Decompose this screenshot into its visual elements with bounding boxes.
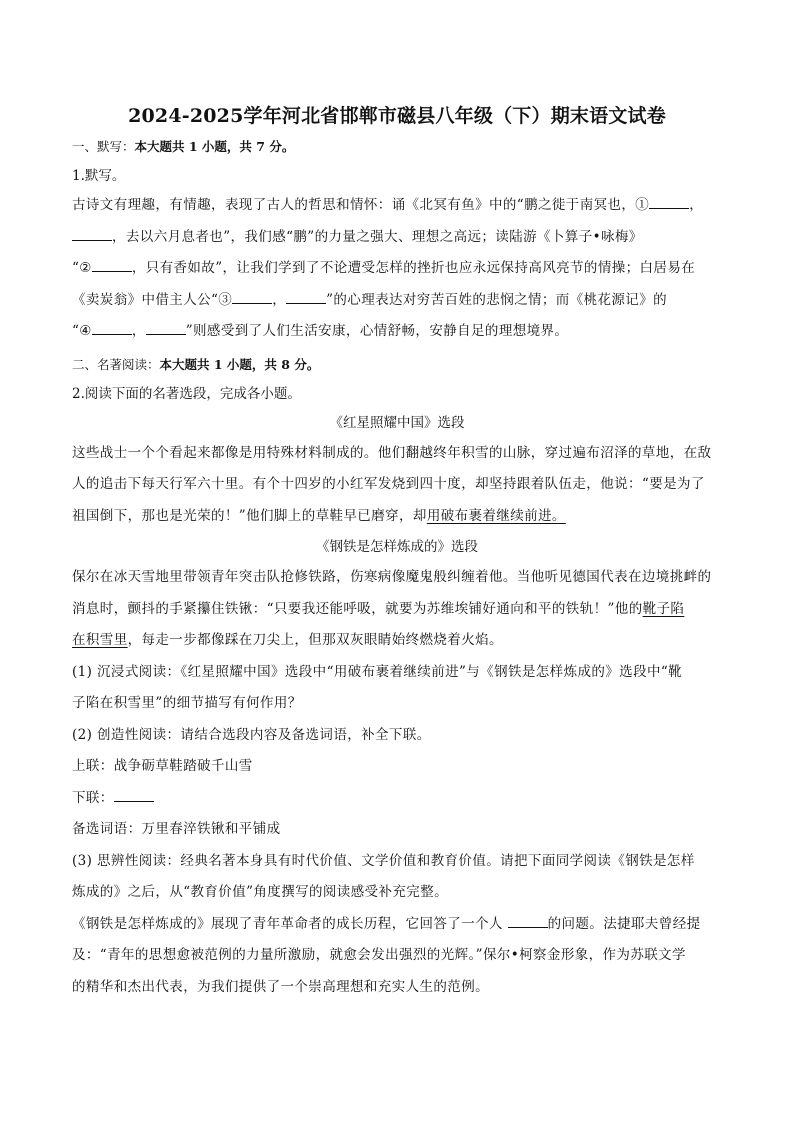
- q1-text: 古诗文有理趣，有情趣，表现了古人的哲思和情怀：诵《北冥有鱼》中的“鹏之徙于南冥也，①: [72, 197, 650, 213]
- sub-question-1-line-1: (1) 沉浸式阅读：《红星照耀中国》选段中“用破布裹着继续前进”与《钢铁是怎样炼成的》选段中“靴: [72, 663, 683, 680]
- para-text: 的问题。法捷耶夫曾经提: [547, 915, 701, 932]
- excerpt-text: 消息时，颤抖的手紧攥住铁锹：“只要我还能呼吸，就要为苏维埃铺好通向和平的铁轨！”他的: [72, 600, 643, 617]
- answer-blank-couplet[interactable]: [114, 787, 154, 802]
- section-2-heading: [72, 354, 722, 376]
- sub-question-3-para-3: 的精华和杰出代表，为我们提供了一个崇高理想和充实人生的范例。: [72, 978, 489, 995]
- section-2-label: 二、名著阅读：: [72, 356, 160, 372]
- q1-text: ，只有香如故”，让我们学到了不论遭受怎样的挫折也应永远保持高风亮节的情操；白居易在: [131, 260, 696, 276]
- excerpt-2-line-3: [72, 625, 722, 657]
- section-2-desc: 本大题共 1 小题，共 8 分。: [159, 356, 320, 372]
- sub-question-3-para-2: 及：“青年的思想愈被范例的力量所激励，就愈会发出强烈的光辉。”保尔•柯察金形象，作为苏联文学: [72, 947, 686, 963]
- q1-line-5: [72, 316, 722, 348]
- underlined-phrase: 靴子陷: [642, 600, 685, 617]
- para-text: 《钢铁是怎样炼成的》展现了青年革命者的成长历程，它回答了一个人: [72, 915, 508, 932]
- excerpt-2-line-1: 保尔在冰天雪地里带领青年突击队抢修铁路，伤寒病像魔鬼般纠缠着他。当他听见德国代表在边境挑衅的: [72, 569, 712, 585]
- lower-couplet-label: 下联：: [72, 789, 114, 806]
- q1-line-4: [72, 285, 722, 317]
- excerpt-text: ，每走一步都像踩在刀尖上，但那双灰眼睛始终燃烧着火焰。: [127, 632, 503, 648]
- answer-blank-4a[interactable]: [92, 320, 132, 335]
- page-title: 2024-2025学年河北省邯郸市磁县八年级（下）期末语文试卷: [128, 105, 666, 127]
- q1-text: “②: [72, 260, 92, 276]
- section-1-label: 一、默写：: [72, 139, 135, 154]
- underlined-phrase: 在积雪里: [72, 632, 128, 648]
- question-2-head: 2.阅读下面的名著选段，完成各小题。: [72, 385, 301, 402]
- excerpt-1-line-2: 人的追击下每天行军六十里。有个十四岁的小红军发烧到四十度，却坚持跟着队伍走，他说：“要是为了: [72, 476, 705, 492]
- sub-question-3-para-1: [72, 909, 722, 941]
- q1-text: 《卖炭翁》中借主人公“③: [72, 291, 233, 308]
- excerpt-1-line-1: 这些战士一个个看起来都像是用特殊材料制成的。他们翻越终年积雪的山脉，穿过遍布沼泽的草地，在敌: [72, 444, 712, 461]
- q1-line-1: [72, 190, 722, 222]
- answer-blank-3b[interactable]: [286, 289, 326, 304]
- candidate-words: 备选词语：万里春淬铁锹和平铺成: [72, 821, 281, 837]
- excerpt-2-line-2: [72, 594, 722, 626]
- q1-text: ”则感受到了人们生活安康，心情舒畅，安静自足的理想境界。: [185, 323, 569, 339]
- sub-question-3-line-1: (3) 思辨性阅读：经典名著本身具有时代价值、文学价值和教育价值。请把下面同学阅读《钢铁是怎样: [72, 852, 695, 869]
- q1-text: ，: [272, 291, 287, 308]
- section-1-heading: [72, 136, 722, 158]
- section-1-desc: 本大题共 1 小题，共 7 分。: [134, 139, 295, 154]
- q1-text: ”的心理表达对穷苦百姓的悲悯之情；而《桃花源记》的: [326, 291, 668, 308]
- excerpt-2-title: 《钢铁是怎样炼成的》选段: [316, 539, 478, 555]
- lower-couplet: [72, 783, 722, 815]
- excerpt-1-title: 《红星照耀中国》选段: [329, 414, 465, 431]
- q1-line-3: [72, 253, 722, 285]
- q1-text: ，: [689, 197, 704, 213]
- q1-text: ，: [131, 323, 146, 339]
- answer-blank-4b[interactable]: [146, 320, 186, 335]
- answer-blank-3a[interactable]: [232, 289, 272, 304]
- excerpt-text: 祖国倒下，那也是光荣的！”他们脚上的草鞋早已磨穿，却: [72, 507, 427, 524]
- upper-couplet: 上联：战争砺草鞋踏破千山雪: [72, 758, 253, 774]
- q1-line-2: [72, 222, 722, 254]
- underlined-phrase: 用破布裹着继续前进。: [426, 507, 566, 524]
- q1-text: “④: [72, 323, 92, 339]
- sub-question-1-line-2: 子陷在积雪里”的细节描写有何作用？: [72, 695, 302, 711]
- sub-question-2-line-1: (2) 创造性阅读：请结合选段内容及备选词语，补全下联。: [72, 726, 431, 743]
- answer-blank-sub3[interactable]: [508, 913, 548, 928]
- exam-page: [72, 102, 722, 1003]
- answer-blank-1b[interactable]: [72, 226, 112, 241]
- excerpt-1-line-3: [72, 501, 722, 533]
- question-1-head: 1.默写。: [72, 168, 126, 184]
- answer-blank-1a[interactable]: [649, 194, 689, 209]
- q1-text: ，去以六月息者也”，我们感“鹏”的力量之强大、理想之高远；读陆游《卜算子•咏梅》: [112, 228, 643, 245]
- answer-blank-2[interactable]: [92, 257, 132, 272]
- sub-question-3-line-2: 炼成的》之后，从“教育价值”角度撰写的阅读感受补充完整。: [72, 884, 449, 900]
